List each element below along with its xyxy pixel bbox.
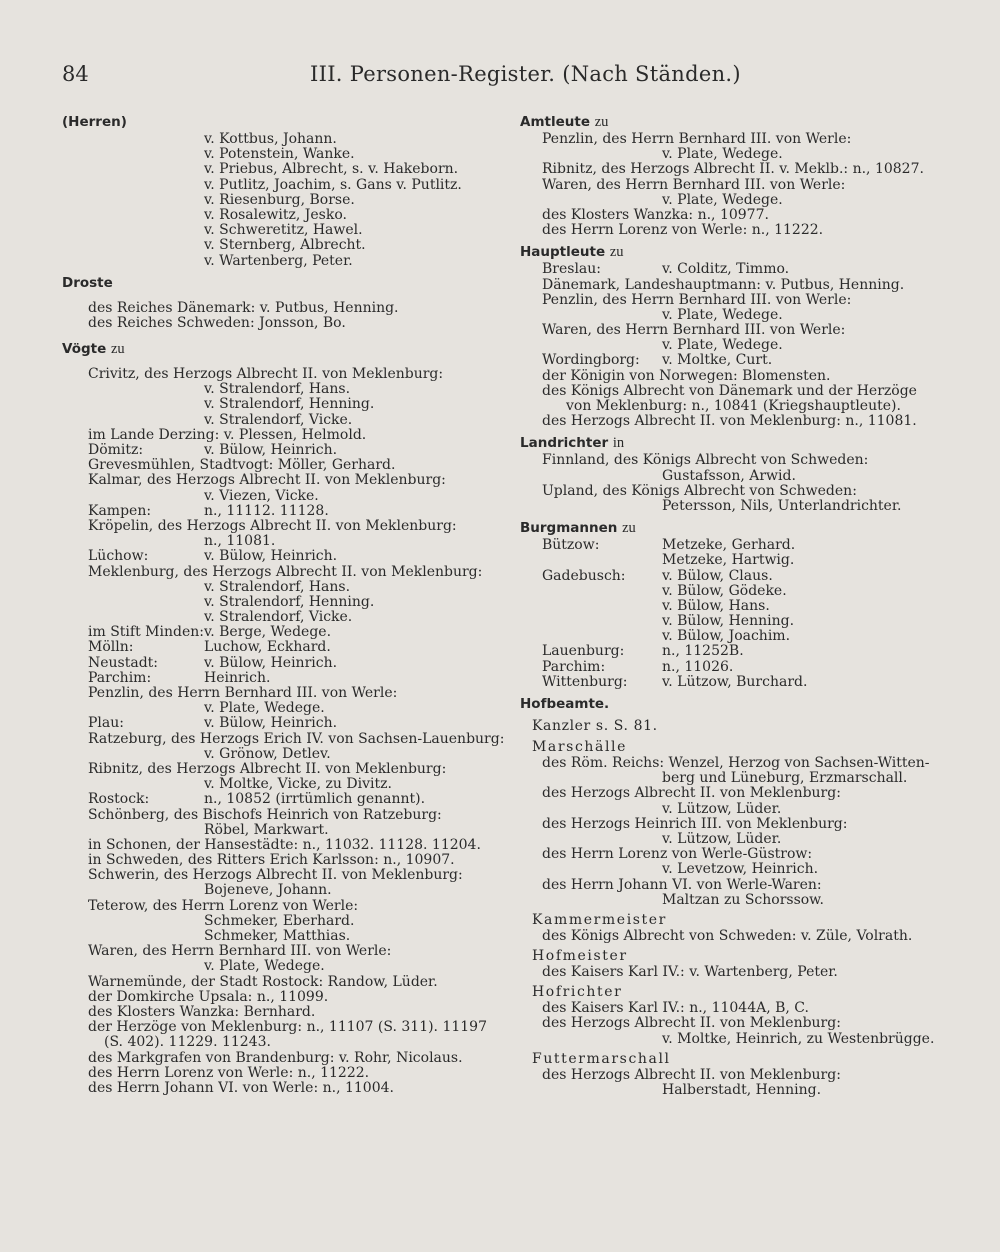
subsection-title-kammermeister: Kammermeister — [532, 911, 667, 928]
entry: v. Stralendorf, Hans. — [204, 578, 351, 595]
entry: Röbel, Markwart. — [204, 821, 329, 838]
entry — [62, 671, 502, 686]
entry: v. Stralendorf, Vicke. — [204, 609, 353, 626]
entry: v. Riesenburg, Borse. — [204, 191, 355, 208]
entry: Waren, des Herrn Bernhard III. von Werle: — [542, 322, 846, 339]
entry: n., 11081. — [204, 533, 276, 550]
entry-place: Parchim: — [88, 669, 152, 686]
entry-place: Lüchow: — [88, 548, 149, 565]
entry: v. Wartenberg, Peter. — [204, 252, 353, 269]
entry: des Herrn Lorenz von Werle: n., 11222. — [88, 1064, 370, 1081]
section-heading-hofbeamte: Hofbeamte. — [520, 696, 610, 712]
section-heading-herren: (Herren) — [62, 114, 127, 130]
entry: Crivitz, des Herzogs Albrecht II. von Meklenburg: — [88, 366, 444, 383]
entry: v. Plate, Wedege. — [204, 700, 325, 717]
entry: Penzlin, des Herrn Bernhard III. von Werle: — [542, 131, 852, 147]
entry: Schönberg, des Bischofs Heinrich von Ratzeburg: — [88, 806, 442, 823]
entry — [520, 675, 970, 690]
entry-place: Wittenburg: — [542, 673, 628, 690]
entry — [520, 262, 970, 277]
entry-value: Heinrich. — [204, 669, 271, 686]
page-number: 84 — [62, 62, 89, 86]
entry: v. Priebus, Albrecht, s. v. Hakeborn. — [204, 161, 459, 178]
entry: v. Levetzow, Heinrich. — [662, 861, 819, 878]
entry: des Klosters Wanzka: Bernhard. — [88, 1003, 316, 1020]
entry: v. Grönow, Detlev. — [204, 745, 331, 762]
entry-value: v. Lützow, Burchard. — [662, 673, 808, 690]
entry: der Königin von Norwegen: Blomensten. — [542, 367, 831, 384]
entry: v. Lützow, Lüder. — [662, 800, 782, 817]
entry: Finnland, des Königs Albrecht von Schweden: — [542, 452, 869, 469]
heading-label: Vögte — [62, 341, 107, 358]
entry: Ribnitz, des Herzogs Albrecht II. von Meklenburg: — [88, 760, 447, 777]
entry: des Kaisers Karl IV.: n., 11044A, B, C. — [542, 1000, 809, 1017]
subsection-title-futtermarschall: Futtermarschall — [532, 1050, 671, 1067]
left-column — [62, 112, 505, 1096]
entry: v. Moltke, Heinrich, zu Westenbrügge. — [662, 1030, 935, 1047]
entry-value: v. Bülow, Heinrich. — [204, 654, 338, 671]
entry-value: n., 10852 (irrtümlich genannt). — [204, 791, 426, 808]
entry-value: n., 11252B. — [662, 643, 744, 660]
entry: des Königs Albrecht von Dänemark und der Herzöge — [542, 382, 917, 399]
entry: der Herzöge von Meklenburg: n., 11107 (S. 311). 11197 — [88, 1019, 487, 1036]
heading-label: Amtleute — [520, 114, 590, 130]
entry: v. Bülow, Joachim. — [662, 628, 791, 645]
entry: Maltzan zu Schorssow. — [662, 891, 824, 908]
entry: v. Putlitz, Joachim, s. Gans v. Putlitz. — [204, 176, 462, 193]
entry: Warnemünde, der Stadt Rostock: Randow, Lüder. — [88, 973, 438, 990]
entry — [62, 792, 502, 807]
entry-place: Plau: — [88, 715, 124, 732]
entry — [62, 443, 502, 458]
entry-place: im Stift Minden: — [88, 624, 204, 641]
entry — [520, 353, 970, 368]
entry-place: Kampen: — [88, 502, 152, 519]
entry: v. Plate, Wedege. — [662, 146, 783, 163]
entry: v. Stralendorf, Henning. — [204, 593, 375, 610]
entry: v. Plate, Wedege. — [662, 337, 783, 354]
section-heading-burgmannen — [520, 518, 970, 538]
entry: Waren, des Herrn Bernhard III. von Werle: — [542, 176, 846, 193]
entry-place: Gadebusch: — [542, 567, 626, 584]
entry: Ratzeburg, des Herzogs Erich IV. von Sachsen-Lauenburg: — [88, 730, 505, 747]
entry: v. Viezen, Vicke. — [204, 487, 319, 504]
entry-value: v. Colditz, Timmo. — [662, 261, 790, 278]
entry: des Herzogs Albrecht II. von Meklenburg: — [542, 1066, 841, 1083]
entry: v. Bülow, Henning. — [662, 613, 795, 630]
entry: des Herzogs Albrecht II. von Meklenburg: — [542, 1015, 841, 1032]
entry: in Schonen, der Hansestädte: n., 11032. 11128. 11204. — [88, 836, 481, 853]
heading-continuation: zu — [609, 244, 624, 261]
section-heading-amtleute — [520, 112, 970, 132]
entry: des Herrn Johann VI. von Werle-Waren: — [542, 876, 822, 893]
heading-continuation: zu — [110, 341, 125, 358]
entry-value: v. Bülow, Heinrich. — [204, 715, 338, 732]
entry: des Markgrafen von Brandenburg: v. Rohr, Nicolaus. — [88, 1049, 463, 1066]
entry — [520, 660, 970, 675]
entry-value: n., 11112. 11128. — [204, 502, 329, 519]
entry: Schmeker, Matthias. — [204, 928, 351, 944]
entry — [62, 549, 502, 564]
subsection-title-hofrichter: Hofrichter — [532, 984, 623, 1001]
entry: des Reiches Dänemark: v. Putbus, Henning. — [88, 299, 399, 316]
entry: des Herrn Lorenz von Werle: n., 11222. — [542, 222, 824, 239]
entry-value: Luchow, Eckhard. — [204, 639, 331, 656]
entry: Waren, des Herrn Bernhard III. von Werle: — [88, 943, 392, 960]
heading-label: Landrichter — [520, 435, 609, 452]
entry: Grevesmühlen, Stadtvogt: Möller, Gerhard. — [88, 457, 396, 474]
entry: des Röm. Reichs: Wenzel, Herzog von Sachsen-Witten- — [542, 755, 930, 771]
entry: des Kaisers Karl IV.: v. Wartenberg, Peter. — [542, 964, 838, 981]
entry: Halberstadt, Henning. — [662, 1082, 822, 1098]
entry-place: Breslau: — [542, 261, 602, 278]
entry: des Herrn Lorenz von Werle-Güstrow: — [542, 846, 813, 863]
entry — [520, 644, 970, 659]
entry: v. Plate, Wedege. — [662, 191, 783, 208]
entry: berg und Lüneburg, Erzmarschall. — [662, 770, 908, 787]
entry — [62, 504, 502, 519]
entry-place: Rostock: — [88, 791, 150, 808]
entry-value: v. Bülow, Heinrich. — [204, 442, 338, 458]
entry: (S. 402). 11229. 11243. — [104, 1034, 271, 1051]
entry-place: Mölln: — [88, 639, 134, 656]
heading-label: Burgmannen — [520, 520, 618, 537]
entry: Ribnitz, des Herzogs Albrecht II. v. Meklb.: n., 10827. — [542, 161, 924, 178]
entry-value: v. Moltke, Curt. — [662, 352, 773, 369]
entry-place: Bützow: — [542, 537, 600, 554]
subsection-title-marschaelle: Marschälle — [532, 739, 628, 755]
heading-continuation: zu — [594, 114, 609, 130]
entry: v. Sternberg, Albrecht. — [204, 237, 366, 254]
entry — [520, 538, 970, 553]
entry: v. Moltke, Vicke, zu Divitz. — [204, 776, 392, 793]
entry-value: v. Bülow, Heinrich. — [204, 548, 338, 565]
entry: v. Bülow, Hans. — [662, 597, 770, 614]
entry: im Lande Derzing: v. Plessen, Helmold. — [88, 426, 367, 443]
entry: v. Bülow, Gödeke. — [662, 582, 787, 599]
entry: Schmeker, Eberhard. — [204, 912, 355, 929]
entry: von Meklenburg: n., 10841 (Kriegshauptleute). — [566, 398, 901, 414]
right-column — [520, 112, 970, 1098]
heading-continuation: in — [612, 435, 625, 452]
entry: des Herzogs Albrecht II. von Meklenburg: n., 11081. — [542, 413, 917, 430]
entry: des Herrn Johann VI. von Werle: n., 11004. — [88, 1079, 394, 1096]
entry — [62, 656, 502, 671]
entry-place: Parchim: — [542, 658, 606, 675]
entry: Penzlin, des Herrn Bernhard III. von Werle: — [88, 685, 398, 701]
entry — [62, 640, 502, 655]
heading-label: Hauptleute — [520, 244, 606, 261]
section-heading-hauptleute — [520, 242, 970, 262]
entry-place: Neustadt: — [88, 654, 159, 671]
entry: Meklenburg, des Herzogs Albrecht II. von Meklenburg: — [88, 563, 483, 580]
entry: Upland, des Königs Albrecht von Schweden: — [542, 482, 857, 499]
entry: v. Plate, Wedege. — [662, 306, 783, 323]
page-header — [0, 62, 1000, 92]
entry: Schwerin, des Herzogs Albrecht II. von Meklenburg: — [88, 867, 463, 884]
entry: Penzlin, des Herrn Bernhard III. von Werle: — [542, 291, 852, 308]
entry-value: n., 11026. — [662, 658, 734, 675]
entry-value: v. Bülow, Claus. — [662, 567, 773, 584]
entry-place: Dömitz: — [88, 442, 144, 458]
entry: Petersson, Nils, Unterlandrichter. — [662, 497, 902, 514]
entry: des Herzogs Heinrich III. von Meklenburg: — [542, 815, 848, 832]
entry: Teterow, des Herrn Lorenz von Werle: — [88, 897, 359, 914]
entry: v. Plate, Wedege. — [204, 958, 325, 975]
entry: des Klosters Wanzka: n., 10977. — [542, 206, 769, 223]
entry: v. Rosalewitz, Jesko. — [204, 206, 347, 223]
entry-place: Lauenburg: — [542, 643, 625, 660]
entry: v. Kottbus, Johann. — [204, 131, 337, 147]
entry-value: Metzeke, Gerhard. — [662, 537, 796, 554]
entry: Metzeke, Hartwig. — [662, 552, 795, 569]
entry-value: v. Berge, Wedege. — [204, 624, 332, 641]
entry: des Königs Albrecht von Schweden: v. Züle, Volrath. — [542, 927, 913, 944]
subsection-title-hofmeister: Hofmeister — [532, 948, 628, 965]
entry-place: Wordingborg: — [542, 352, 640, 369]
entry: v. Schweretitz, Hawel. — [204, 222, 363, 239]
entry — [62, 625, 502, 640]
entry: in Schweden, des Ritters Erich Karlsson: n., 10907. — [88, 852, 455, 869]
section-heading-landrichter — [520, 433, 970, 453]
section-heading-droste: Droste — [62, 274, 113, 291]
page-title: III. Personen-Register. (Nach Ständen.) — [310, 62, 741, 86]
entry: der Domkirche Upsala: n., 11099. — [88, 988, 329, 1005]
entry: v. Stralendorf, Vicke. — [204, 411, 353, 428]
entry: des Reiches Schweden: Jonsson, Bo. — [88, 314, 346, 331]
entry: v. Lützow, Lüder. — [662, 830, 782, 847]
entry: Kröpelin, des Herzogs Albrecht II. von Meklenburg: — [88, 517, 457, 534]
heading-continuation: zu — [622, 520, 636, 537]
entry: v. Stralendorf, Henning. — [204, 396, 375, 413]
entry — [62, 716, 502, 731]
entry: v. Stralendorf, Hans. — [204, 381, 351, 398]
entry: Kalmar, des Herzogs Albrecht II. von Meklenburg: — [88, 472, 446, 489]
entry: Bojeneve, Johann. — [204, 882, 332, 899]
entry: v. Potenstein, Wanke. — [204, 146, 355, 163]
entry — [520, 569, 970, 584]
entry: Gustafsson, Arwid. — [662, 467, 796, 484]
entry: Kanzler s. S. 81. — [532, 718, 658, 734]
entry: Dänemark, Landeshauptmann: v. Putbus, Henning. — [542, 276, 905, 293]
section-heading-voegte — [62, 339, 502, 359]
entry: des Herzogs Albrecht II. von Meklenburg: — [542, 785, 841, 802]
